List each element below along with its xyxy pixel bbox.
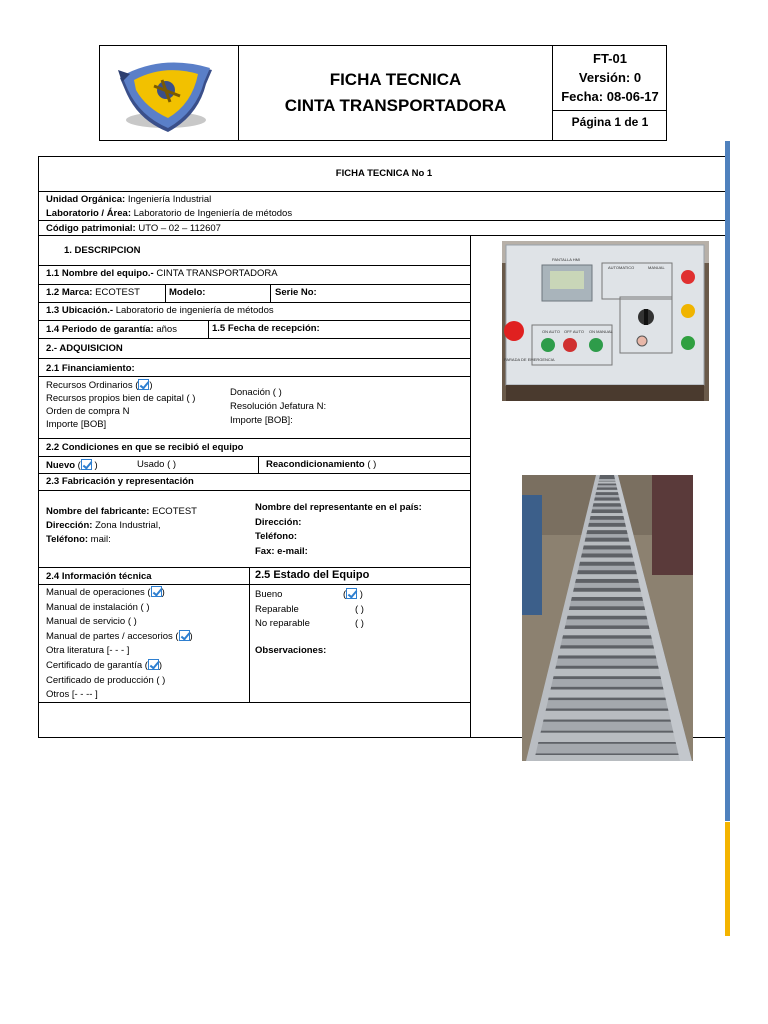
- roller: [597, 481, 616, 483]
- roller: [577, 566, 638, 571]
- roller: [593, 501, 622, 504]
- roller: [533, 744, 683, 754]
- shield-logo-icon: [100, 46, 238, 140]
- roller: [588, 520, 626, 523]
- ubicacion-row: 1.3 Ubicación.- Laboratorio de ingeniería de métodos: [46, 305, 274, 316]
- checkmark-icon[interactable]: [179, 630, 190, 641]
- roller: [590, 513, 625, 516]
- list-item: Certificado de garantía ( ): [46, 659, 163, 671]
- roller: [581, 549, 634, 553]
- doc-version: Versión: 0: [578, 70, 642, 85]
- roller-conveyor-photo: [522, 475, 693, 761]
- title-line-1: FICHA TECNICA: [329, 70, 462, 89]
- list-item: Manual de instalación ( ): [46, 601, 150, 613]
- roller: [586, 527, 628, 530]
- roller: [572, 583, 642, 588]
- reacond-cell: Reacondicionamiento ( ): [266, 459, 377, 470]
- descripcion-heading: 1. DESCRIPCION: [64, 245, 141, 256]
- modelo-label: Modelo:: [169, 287, 206, 298]
- logo-cell: [100, 46, 239, 140]
- document-title: [239, 46, 553, 140]
- roller: [595, 490, 618, 492]
- financiamiento-left: Recursos Ordinarios ( ) Recursos propios bien de capital ( ) Orden de compra N Importe [BOB]: [46, 380, 196, 430]
- list-item: Otros [- - -- ]: [46, 689, 98, 701]
- list-item: Certificado de producción ( ): [46, 674, 166, 686]
- manuales-list: [46, 586, 193, 703]
- side-accent-bar-yellow: [725, 822, 730, 936]
- list-item: Manual de operaciones ( ): [46, 587, 165, 598]
- condiciones-heading: 2.2 Condiciones en que se recibió el equipo: [46, 442, 244, 453]
- roller: [563, 619, 651, 625]
- fabricacion-heading: 2.3 Fabricación y representación: [46, 476, 194, 487]
- roller: [579, 557, 636, 561]
- observaciones-label: Observaciones:: [255, 645, 327, 656]
- laboratorio-row: Laboratorio / Área: Laboratorio de Ingeniería de métodos: [46, 208, 293, 219]
- panel-label-on-manual: ON MANUAL: [589, 329, 613, 334]
- roller: [549, 679, 667, 687]
- roller: [541, 711, 675, 720]
- info-tecnica-heading: 2.4 Información técnica: [46, 571, 152, 582]
- title-line-2: CINTA TRANSPORTADORA: [284, 96, 507, 115]
- financiamiento-right: Donación ( ) Resolución Jefatura N: Importe [BOB]:: [230, 387, 327, 426]
- side-accent-bar-blue: [725, 141, 730, 821]
- list-item: Otra literatura [- - - ]: [46, 645, 130, 657]
- sheet-title: FICHA TECNICA No 1: [335, 168, 433, 179]
- roller: [536, 733, 681, 742]
- roller: [556, 649, 659, 656]
- serie-label: Serie No:: [275, 287, 317, 298]
- roller: [561, 629, 654, 635]
- panel-label-auto: AUTOMATICO: [608, 265, 635, 270]
- estado-heading: 2.5 Estado del Equipo: [255, 569, 370, 581]
- recepcion-label: 1.5 Fecha de recepción:: [212, 323, 320, 334]
- roller: [584, 534, 630, 538]
- panel-label-off-auto: OFF AUTO: [564, 329, 584, 334]
- doc-code: FT-01: [593, 51, 627, 66]
- financiamiento-heading: 2.1 Financiamiento:: [46, 363, 135, 374]
- representante-block: Nombre del representante en el país: Dirección: Teléfono: Fax: e-mail:: [255, 502, 422, 557]
- roller: [594, 495, 620, 497]
- roller: [566, 610, 649, 616]
- roller: [551, 669, 664, 676]
- unidad-row: Unidad Orgánica: Ingeniería Industrial: [46, 194, 212, 205]
- document-meta: [553, 46, 667, 140]
- checkmark-icon[interactable]: [148, 659, 159, 670]
- roller: [554, 659, 662, 666]
- panel-label-on-auto: ON AUTO: [542, 329, 560, 334]
- roller: [530, 755, 686, 761]
- roller: [544, 700, 673, 708]
- doc-date: Fecha: 08-06-17: [561, 89, 659, 104]
- roller: [591, 507, 623, 510]
- nombre-row: 1.1 Nombre del equipo.- CINTA TRANSPORTADORA: [46, 268, 278, 279]
- roller: [538, 722, 677, 731]
- usado-cell: Usado ( ): [137, 459, 177, 470]
- roller: [596, 485, 617, 487]
- list-item: Manual de partes / accesorios ( ): [46, 630, 193, 642]
- roller: [568, 601, 647, 607]
- document-header: [99, 45, 667, 141]
- checkmark-icon[interactable]: [138, 379, 149, 390]
- roller: [546, 690, 669, 698]
- codigo-row: Código patrimonial: UTO – 02 – 112607: [46, 223, 221, 234]
- fabricante-block: Nombre del fabricante: ECOTEST Dirección: Zona Industrial, Teléfono: mail:: [46, 506, 197, 545]
- checkmark-icon[interactable]: [346, 588, 357, 599]
- panel-label-emergency: PARADA DE EMERGENCIA: [504, 357, 555, 362]
- panel-label-hmi: PANTALLA HMI: [552, 257, 581, 262]
- doc-page: Página 1 de 1: [553, 110, 667, 132]
- nuevo-cell: Nuevo ( ): [46, 460, 98, 471]
- roller: [598, 479, 616, 481]
- roller: [570, 592, 644, 597]
- checkmark-icon[interactable]: [151, 586, 162, 597]
- checkmark-icon[interactable]: [81, 459, 92, 470]
- roller: [583, 542, 632, 546]
- marca-cell: 1.2 Marca: ECOTEST: [46, 287, 140, 298]
- control-panel-photo: [502, 241, 709, 401]
- estado-list: Bueno ( ) Reparable ( ) No reparable ( ): [255, 589, 364, 630]
- roller: [575, 574, 641, 579]
- garantia-cell: 1.4 Periodo de garantía: años: [46, 324, 177, 335]
- roller: [559, 639, 657, 646]
- adquisicion-heading: 2.- ADQUISICION: [46, 343, 123, 354]
- list-item: Manual de servicio ( ): [46, 616, 137, 628]
- panel-label-manual: MANUAL: [648, 265, 665, 270]
